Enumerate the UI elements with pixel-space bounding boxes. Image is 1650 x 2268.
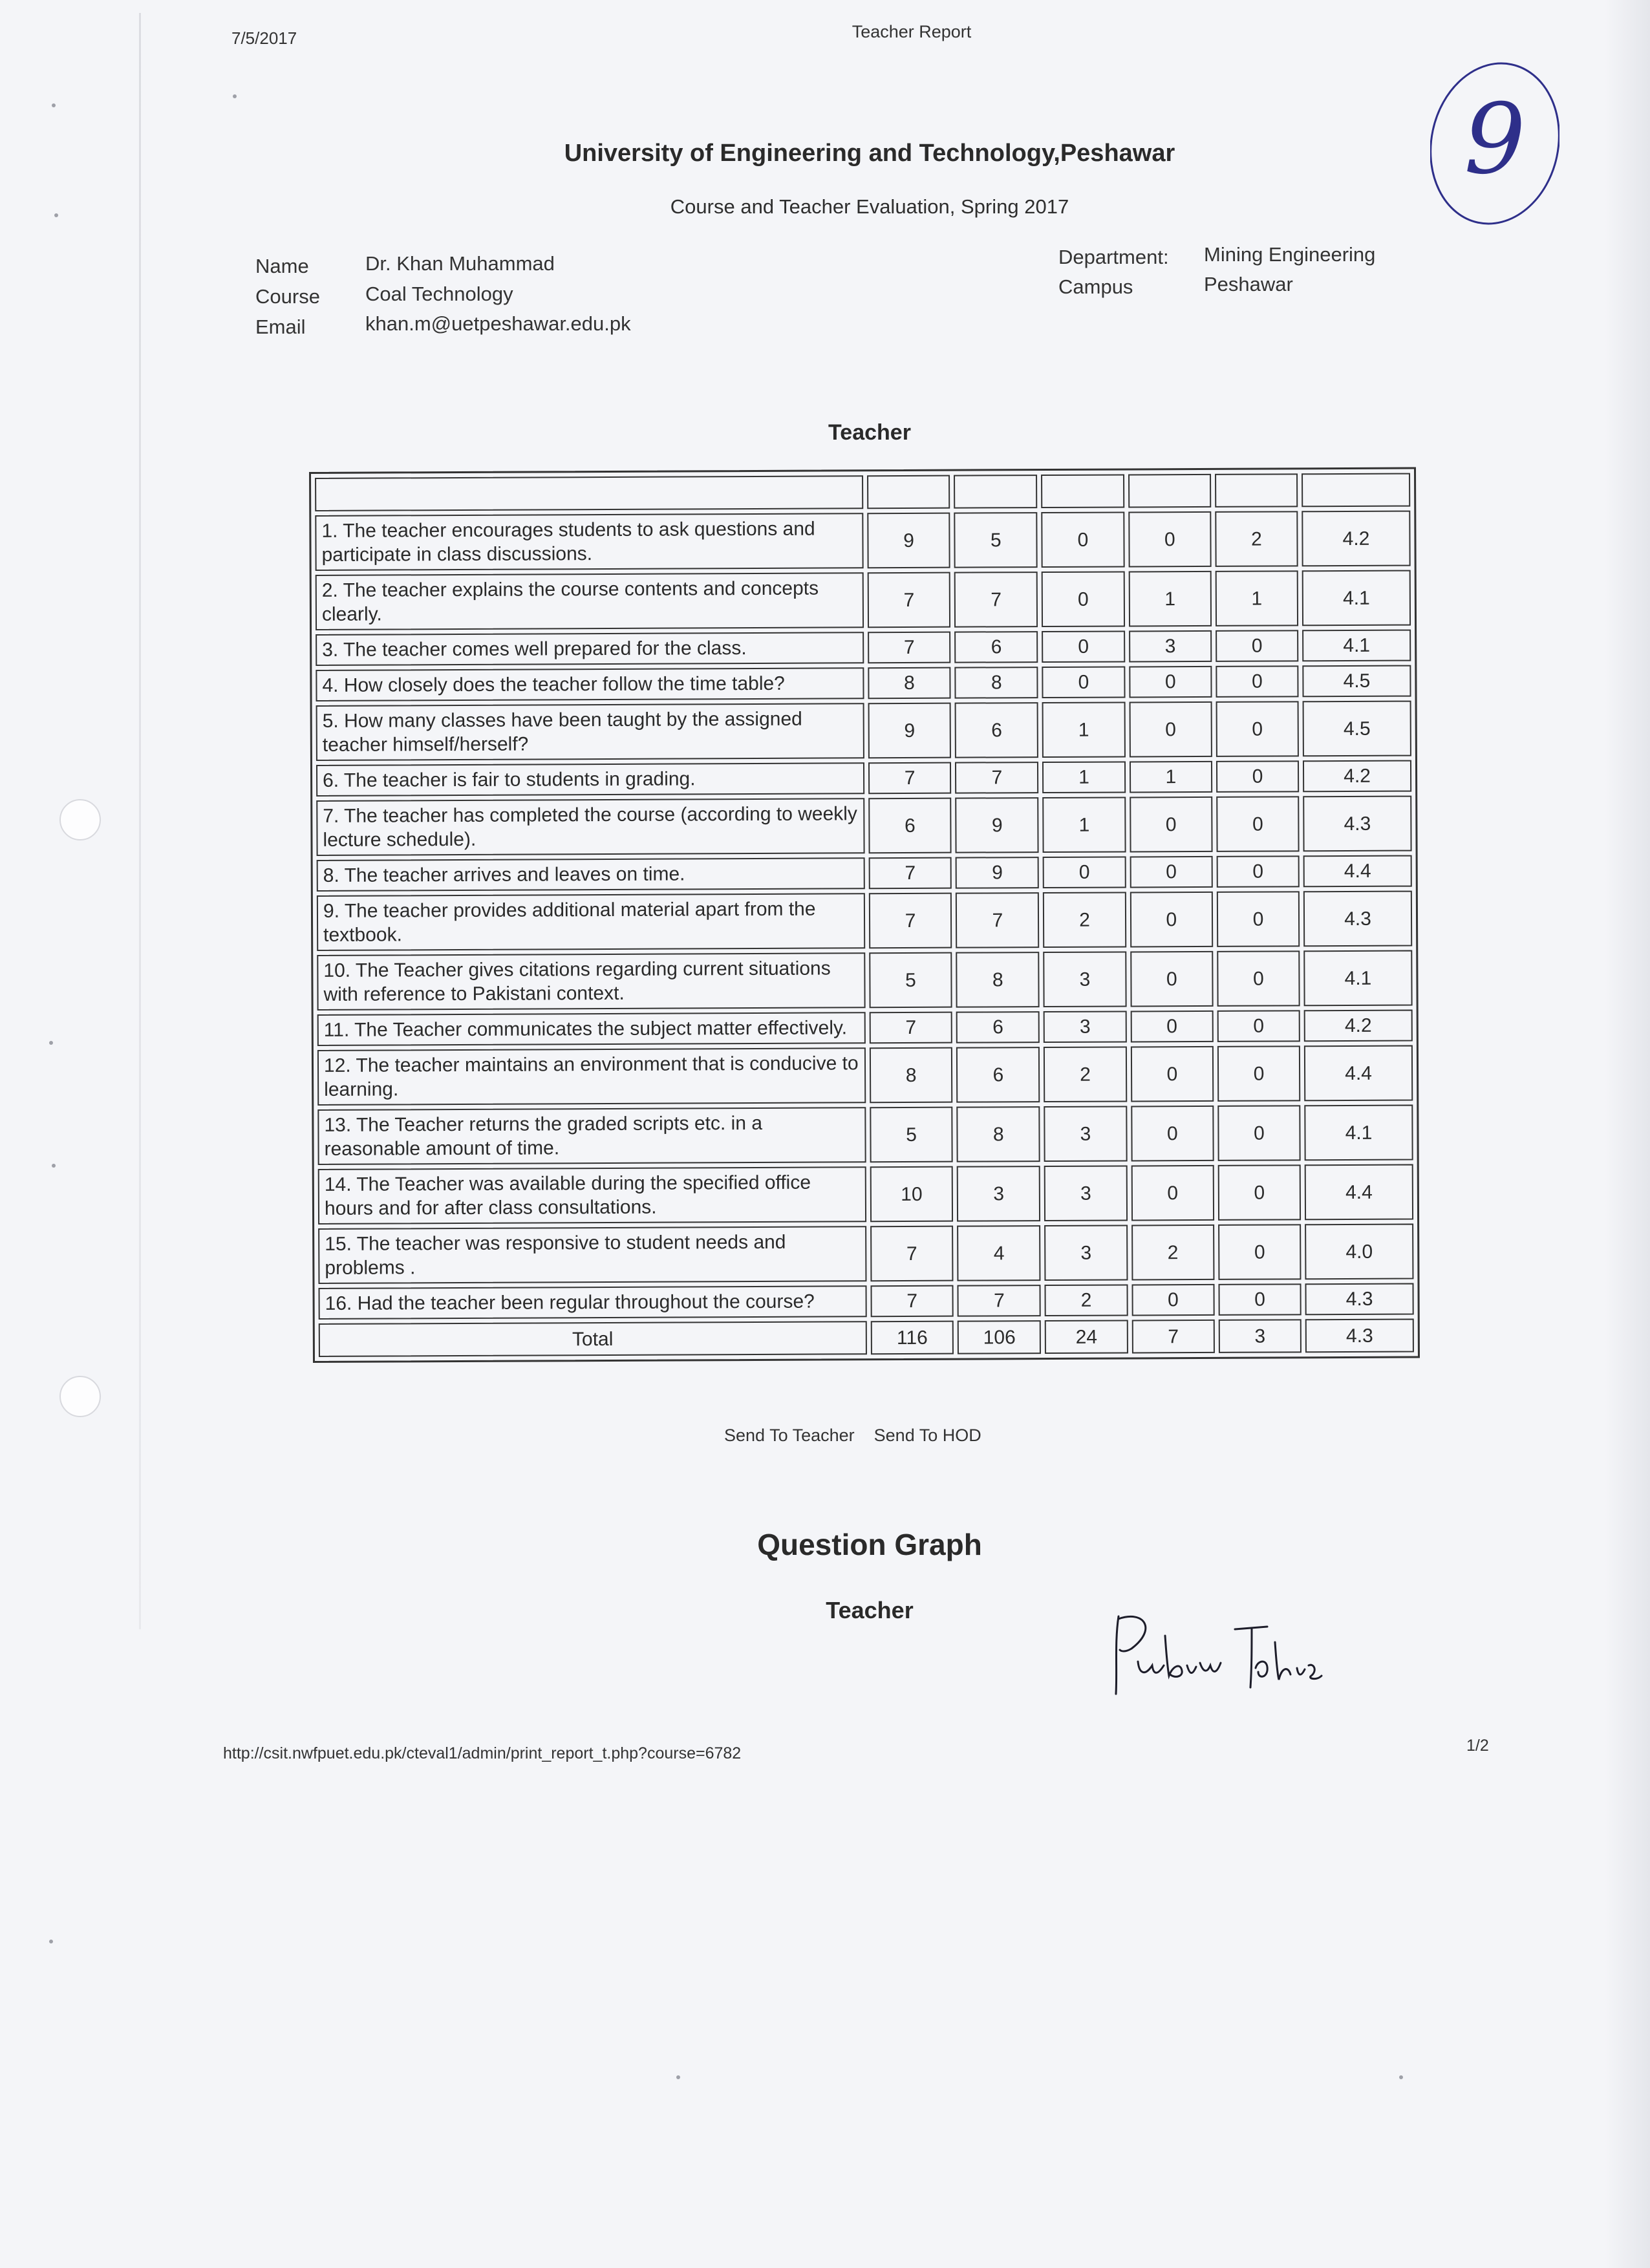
response-count: 7 — [868, 857, 952, 890]
scan-edge-shadow — [1605, 0, 1650, 2268]
question-text: 7. The teacher has completed the course (according to weekly lecture schedule). — [316, 798, 864, 856]
average-score: 4.3 — [1303, 796, 1411, 852]
response-count: 3 — [1129, 630, 1212, 663]
response-count: 1 — [1042, 761, 1126, 793]
response-count: 6 — [868, 798, 952, 854]
punch-hole-bottom — [59, 1376, 101, 1417]
response-count: 7 — [869, 1012, 952, 1044]
response-count: 6 — [956, 1047, 1040, 1103]
average-score: 4.5 — [1302, 665, 1411, 698]
response-count: 0 — [1042, 666, 1126, 698]
course-label: Course — [255, 285, 320, 308]
header-cell — [867, 475, 950, 509]
response-count: 7 — [867, 572, 950, 628]
response-count: 0 — [1216, 701, 1299, 757]
response-count: 0 — [1216, 630, 1298, 662]
response-count: 2 — [1215, 511, 1298, 567]
scan-speck — [233, 94, 237, 98]
average-score: 4.1 — [1303, 950, 1412, 1007]
table-row — [317, 1010, 1413, 1046]
send-links — [724, 1426, 1001, 1446]
department-label: Department: — [1058, 246, 1169, 268]
scan-speck — [52, 103, 56, 107]
table-row — [318, 1224, 1413, 1284]
response-count: 0 — [1218, 1224, 1302, 1280]
total-count: 106 — [958, 1320, 1041, 1354]
header-cell — [1215, 473, 1298, 508]
question-text: 16. Had the teacher been regular throughout the course? — [319, 1285, 867, 1320]
response-count: 6 — [955, 631, 1038, 663]
response-count: 0 — [1217, 891, 1300, 947]
table-row — [317, 891, 1412, 951]
response-count: 7 — [955, 762, 1038, 794]
scan-speck — [1399, 2075, 1403, 2079]
average-score: 4.4 — [1303, 855, 1412, 888]
response-count: 0 — [1217, 950, 1300, 1007]
footer-url: http://csit.nwfpuet.edu.pk/cteval1/admin/print_report_t.php?course=6782 — [223, 1744, 742, 1762]
table-row — [317, 855, 1412, 892]
name-label: Name — [255, 255, 309, 277]
response-count: 0 — [1131, 1046, 1214, 1102]
question-text: 13. The Teacher returns the graded scripts etc. in a reasonable amount of time. — [317, 1107, 866, 1165]
response-count: 0 — [1217, 1010, 1300, 1042]
response-count: 2 — [1043, 892, 1126, 948]
question-text: 12. The teacher maintains an environment that is conducive to learning. — [317, 1047, 866, 1106]
response-count: 0 — [1131, 1284, 1214, 1316]
average-score: 4.5 — [1303, 701, 1411, 757]
footer-page-number: 1/2 — [1466, 1737, 1489, 1755]
response-count: 0 — [1131, 1106, 1214, 1162]
response-count: 0 — [1131, 1165, 1214, 1221]
average-score: 4.2 — [1303, 760, 1411, 793]
scan-speck — [49, 1041, 53, 1045]
total-count: 116 — [870, 1321, 954, 1355]
response-count: 9 — [956, 797, 1039, 853]
department-value: Mining Engineering — [1204, 243, 1376, 266]
response-count: 0 — [1130, 797, 1213, 853]
average-score: 4.4 — [1304, 1045, 1413, 1102]
response-count: 7 — [868, 632, 951, 664]
evaluation-table — [309, 467, 1420, 1363]
campus-value: Peshawar — [1204, 273, 1293, 295]
question-text: 10. The Teacher gives citations regarding current situations with reference to Pakistani context. — [317, 952, 865, 1011]
response-count: 8 — [956, 952, 1040, 1008]
scan-speck — [676, 2075, 680, 2079]
response-count: 3 — [1043, 951, 1126, 1007]
email-value: khan.m@uetpeshawar.edu.pk — [365, 312, 631, 335]
question-text: 14. The Teacher was available during the specified office hours and for after class consultations. — [318, 1166, 866, 1225]
question-text: 5. How many classes have been taught by the assigned teacher himself/herself? — [316, 703, 864, 761]
signature — [1106, 1603, 1325, 1707]
section-title-teacher: Teacher — [828, 420, 911, 445]
response-count: 3 — [1044, 1011, 1127, 1043]
response-count: 0 — [1218, 1283, 1301, 1316]
table-row — [316, 570, 1411, 630]
question-text: 15. The teacher was responsive to student needs and problems . — [318, 1226, 866, 1284]
response-count: 10 — [870, 1166, 953, 1223]
response-count: 6 — [955, 702, 1038, 758]
header-cell — [1302, 473, 1410, 508]
response-count: 5 — [954, 512, 1038, 568]
response-count: 3 — [1044, 1106, 1128, 1162]
response-count: 8 — [870, 1047, 953, 1104]
response-count: 1 — [1042, 701, 1126, 758]
average-score: 4.4 — [1305, 1164, 1413, 1221]
response-count: 2 — [1131, 1225, 1215, 1281]
response-count: 9 — [867, 513, 950, 569]
response-count: 0 — [1129, 666, 1212, 698]
average-score: 4.0 — [1305, 1224, 1413, 1280]
response-count: 1 — [1042, 797, 1126, 853]
response-count: 0 — [1130, 951, 1214, 1007]
response-count: 8 — [955, 667, 1038, 699]
report-header-title: Teacher Report — [852, 22, 972, 41]
response-count: 1 — [1128, 571, 1212, 627]
response-count: 0 — [1042, 630, 1125, 663]
total-count: 7 — [1131, 1320, 1214, 1354]
response-count: 6 — [956, 1011, 1040, 1043]
punch-hole-top — [59, 799, 101, 840]
table-row — [316, 760, 1411, 797]
table-row — [317, 950, 1412, 1011]
response-count: 0 — [1217, 855, 1300, 888]
table-row — [316, 701, 1411, 761]
question-graph-title: Question Graph — [757, 1528, 982, 1561]
table-row — [317, 1105, 1413, 1165]
table-row — [317, 1045, 1413, 1106]
response-count: 9 — [868, 703, 951, 759]
scan-shadow-line — [139, 13, 141, 1629]
response-count: 0 — [1216, 760, 1299, 793]
response-count: 0 — [1130, 1011, 1213, 1043]
scan-speck — [52, 1164, 56, 1168]
response-count: 7 — [954, 572, 1038, 628]
question-text: 4. How closely does the teacher follow the time table? — [316, 667, 864, 701]
average-score: 4.1 — [1304, 1105, 1413, 1161]
table-row — [315, 511, 1410, 571]
response-count: 0 — [1217, 1105, 1301, 1161]
response-count: 3 — [957, 1166, 1040, 1222]
table-row — [316, 630, 1411, 666]
average-score: 4.1 — [1302, 570, 1411, 626]
question-text: 9. The teacher provides additional material apart from the textbook. — [317, 893, 865, 951]
response-count: 7 — [956, 892, 1039, 948]
response-count: 0 — [1130, 892, 1214, 948]
average-score: 4.3 — [1303, 891, 1412, 947]
response-count: 7 — [870, 1226, 954, 1282]
response-count: 5 — [869, 952, 952, 1009]
question-text: 8. The teacher arrives and leaves on time. — [317, 857, 865, 892]
response-count: 7 — [958, 1285, 1041, 1317]
response-count: 7 — [868, 762, 952, 795]
table-header-row — [315, 473, 1410, 511]
email-label: Email — [255, 316, 306, 338]
total-row — [319, 1319, 1414, 1357]
response-count: 8 — [957, 1106, 1040, 1162]
response-count: 2 — [1044, 1046, 1127, 1102]
response-count: 0 — [1217, 1045, 1301, 1102]
total-count: 3 — [1219, 1319, 1302, 1353]
total-average: 4.3 — [1305, 1319, 1414, 1353]
question-text: 2. The teacher explains the course contents and concepts clearly. — [316, 572, 864, 630]
response-count: 5 — [870, 1107, 953, 1163]
table-row — [316, 796, 1411, 856]
response-count: 4 — [958, 1225, 1041, 1281]
response-count: 0 — [1043, 856, 1126, 888]
campus-label: Campus — [1058, 275, 1133, 298]
response-count: 0 — [1129, 701, 1212, 758]
report-date: 7/5/2017 — [231, 28, 297, 48]
average-score: 4.1 — [1302, 630, 1411, 662]
send-to-teacher-link[interactable]: Send To Teacher — [724, 1426, 855, 1445]
response-count: 2 — [1045, 1284, 1128, 1316]
response-count: 9 — [956, 857, 1039, 889]
course-value: Coal Technology — [365, 283, 513, 305]
question-text: 6. The teacher is fair to students in grading. — [316, 762, 864, 797]
page-mark-number: 9 — [1464, 83, 1526, 196]
question-graph-subtitle: Teacher — [826, 1597, 914, 1623]
header-cell — [1041, 474, 1124, 508]
response-count: 0 — [1128, 511, 1212, 568]
table-row — [316, 665, 1411, 701]
response-count: 7 — [869, 893, 952, 949]
university-title: University of Engineering and Technology,Peshawar — [564, 140, 1175, 167]
response-count: 0 — [1042, 571, 1125, 627]
response-count: 3 — [1044, 1225, 1128, 1281]
response-count: 0 — [1042, 511, 1125, 568]
scan-speck — [49, 1940, 53, 1943]
total-label: Total — [319, 1321, 867, 1357]
header-cell — [315, 475, 863, 511]
send-to-hod-link[interactable]: Send To HOD — [873, 1426, 981, 1445]
response-count: 1 — [1216, 570, 1299, 626]
question-text: 11. The Teacher communicates the subject matter effectively. — [317, 1012, 866, 1046]
response-count: 0 — [1218, 1164, 1302, 1221]
table-row — [318, 1164, 1413, 1225]
evaluation-title: Course and Teacher Evaluation, Spring 2017 — [670, 195, 1069, 218]
table-row — [319, 1283, 1414, 1320]
total-count: 24 — [1045, 1320, 1128, 1354]
header-cell — [954, 475, 1037, 509]
average-score: 4.2 — [1304, 1010, 1413, 1042]
response-count: 0 — [1130, 856, 1212, 888]
question-text: 1. The teacher encourages students to ask questions and participate in class discussions. — [315, 513, 863, 571]
response-count: 7 — [870, 1285, 954, 1318]
name-value: Dr. Khan Muhammad — [365, 252, 555, 275]
average-score: 4.3 — [1305, 1283, 1414, 1316]
response-count: 8 — [868, 667, 951, 700]
response-count: 0 — [1216, 796, 1300, 852]
header-cell — [1128, 474, 1211, 508]
average-score: 4.2 — [1302, 511, 1410, 567]
question-text: 3. The teacher comes well prepared for the class. — [316, 632, 864, 666]
response-count: 0 — [1216, 665, 1298, 698]
response-count: 1 — [1130, 761, 1212, 793]
response-count: 3 — [1044, 1165, 1128, 1221]
